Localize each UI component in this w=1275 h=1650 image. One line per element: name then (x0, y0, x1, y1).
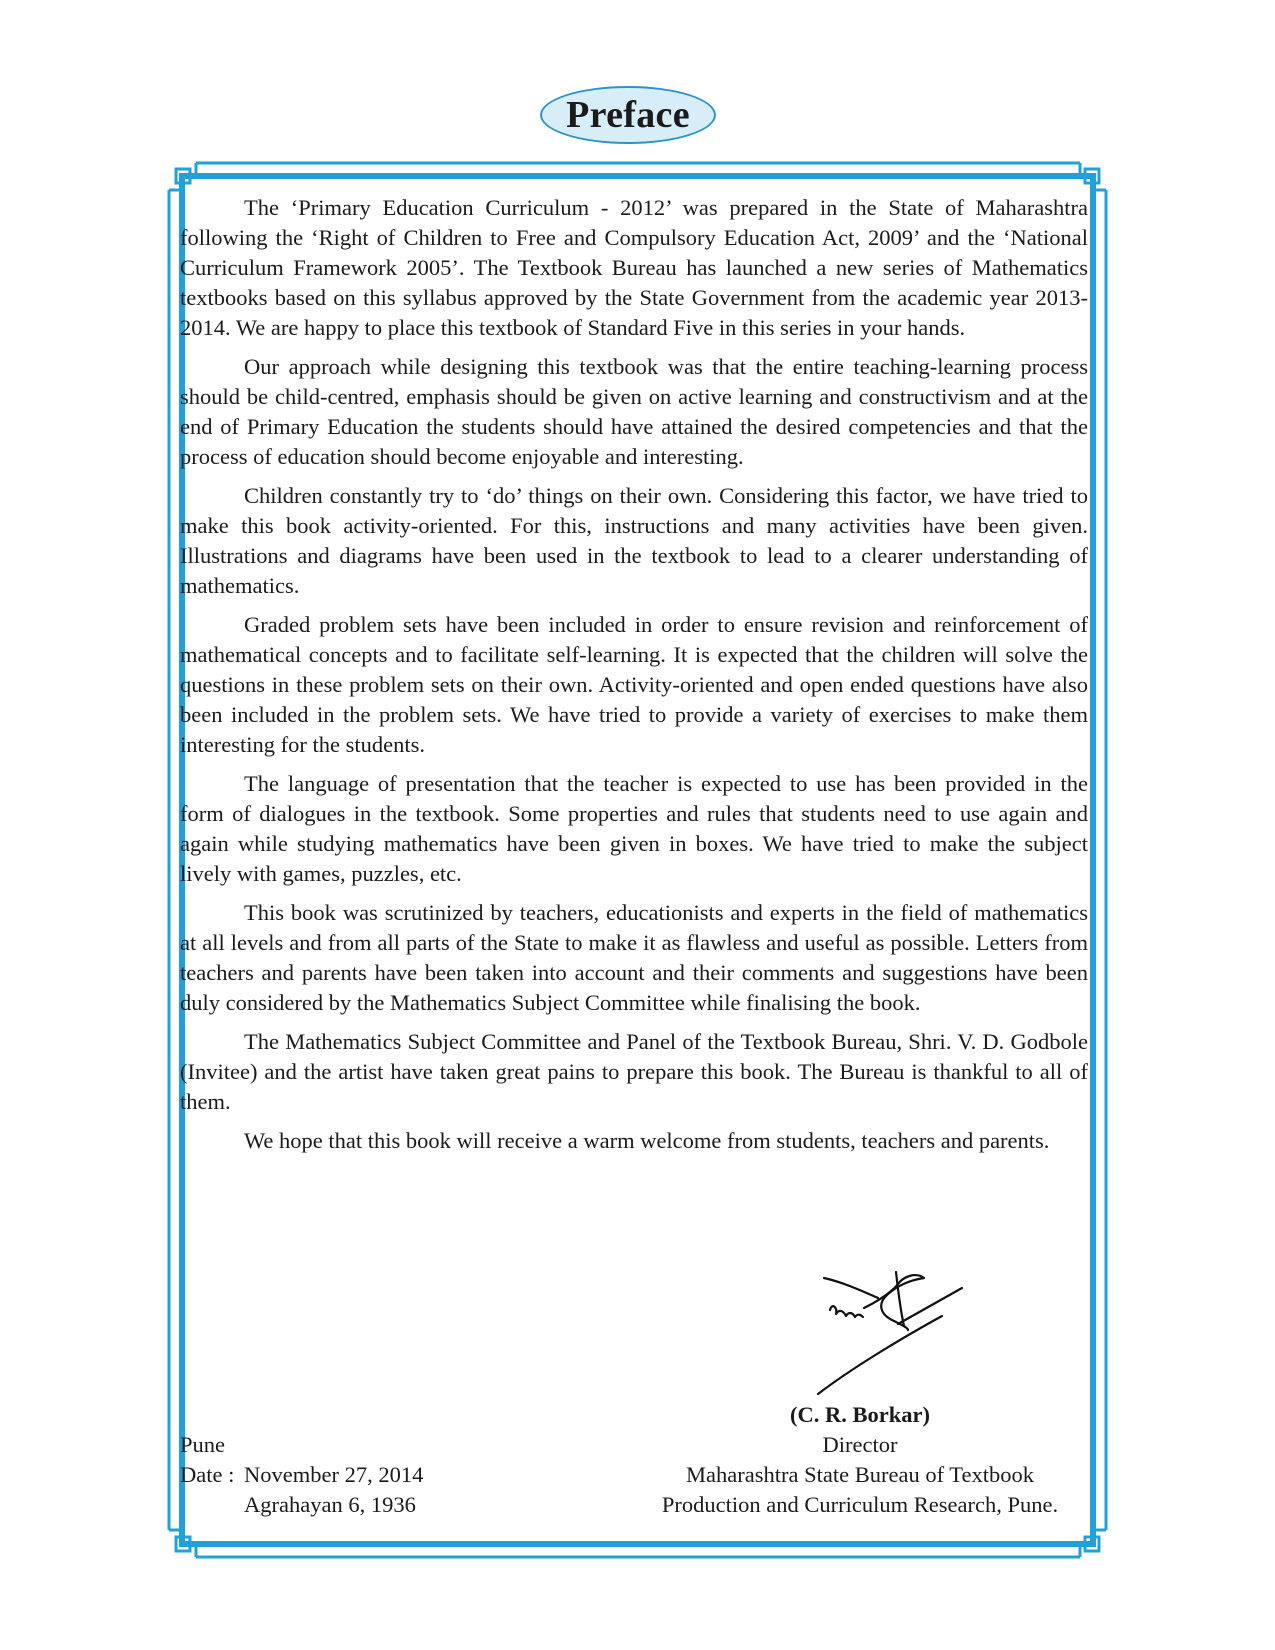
signature-block (630, 1400, 1090, 1520)
paragraph: Our approach while designing this textbook was that the entire teaching-learning process should be child-centred, emphasis should be given on active learning and constructivism and at the end of Primary Education the students should have attained the desired competencies and that the process of education should become enjoyable and interesting. (180, 354, 1088, 469)
preface-title-badge (540, 86, 716, 144)
paragraph: We hope that this book will receive a warm welcome from students, teachers and parents. (244, 1128, 1050, 1153)
paragraph: The language of presentation that the teacher is expected to use has been provided in the form of dialogues in the textbook. Some properties and rules that students need to use again and again while studying mathematics have been given in boxes. We have tried to make the subject lively with games, puzzles, etc. (180, 771, 1088, 886)
date-value: November 27, 2014 (244, 1462, 424, 1487)
date-label: Date : (180, 1462, 235, 1487)
alternate-date: Agrahayan 6, 1936 (244, 1492, 416, 1517)
signatory-organization-line-1: Maharashtra State Bureau of Textbook (686, 1462, 1034, 1487)
paragraph: This book was scrutinized by teachers, educationists and experts in the field of mathematics at all levels and from all parts of the State to make it as flawless and useful as possible. Letters from teachers and parents have been taken into account and their comments and suggestions have been duly considered by the Mathematics Subject Committee while finalising the book. (180, 900, 1088, 1015)
signatory-designation: Director (822, 1432, 898, 1457)
paragraph: The Mathematics Subject Committee and Panel of the Textbook Bureau, Shri. V. D. Godbole (Invitee) and the artist have taken great pains to prepare this book. The Bureau is thankful to all of them. (180, 1029, 1088, 1114)
page-title: Preface (566, 94, 690, 136)
place: Pune (180, 1432, 225, 1457)
handwritten-signature (812, 1268, 982, 1403)
paragraph: The ‘Primary Education Curriculum - 2012’ was prepared in the State of Maharashtra following the ‘Right of Children to Free and Compulsory Education Act, 2009’ and the ‘National Curriculum Framework 2005’. The Textbook Bureau has launched a new series of Mathematics textbooks based on this syllabus approved by the State Government from the academic year 2013-2014. We are happy to place this textbook of Standard Five in this series in your hands. (180, 195, 1088, 340)
place-date-block (180, 1430, 423, 1520)
date-row (180, 1460, 423, 1490)
paragraph: Children constantly try to ‘do’ things on their own. Considering this factor, we have tried to make this book activity-oriented. For this, instructions and many activities have been given. Illustrations and diagrams have been used in the textbook to lead to a clearer understanding of mathematics. (180, 483, 1088, 598)
paragraph: Graded problem sets have been included in order to ensure revision and reinforcement of mathematical concepts and to facilitate self-learning. It is expected that the children will solve the questions in these problem sets on their own. Activity-oriented and open ended questions have also been included in the problem sets. We have tried to provide a variety of exercises to make them interesting for the students. (180, 612, 1088, 757)
preface-body (180, 193, 1088, 1165)
signatory-organization-line-2: Production and Curriculum Research, Pune. (661, 1492, 1059, 1517)
signatory-name: (C. R. Borkar) (790, 1402, 930, 1427)
